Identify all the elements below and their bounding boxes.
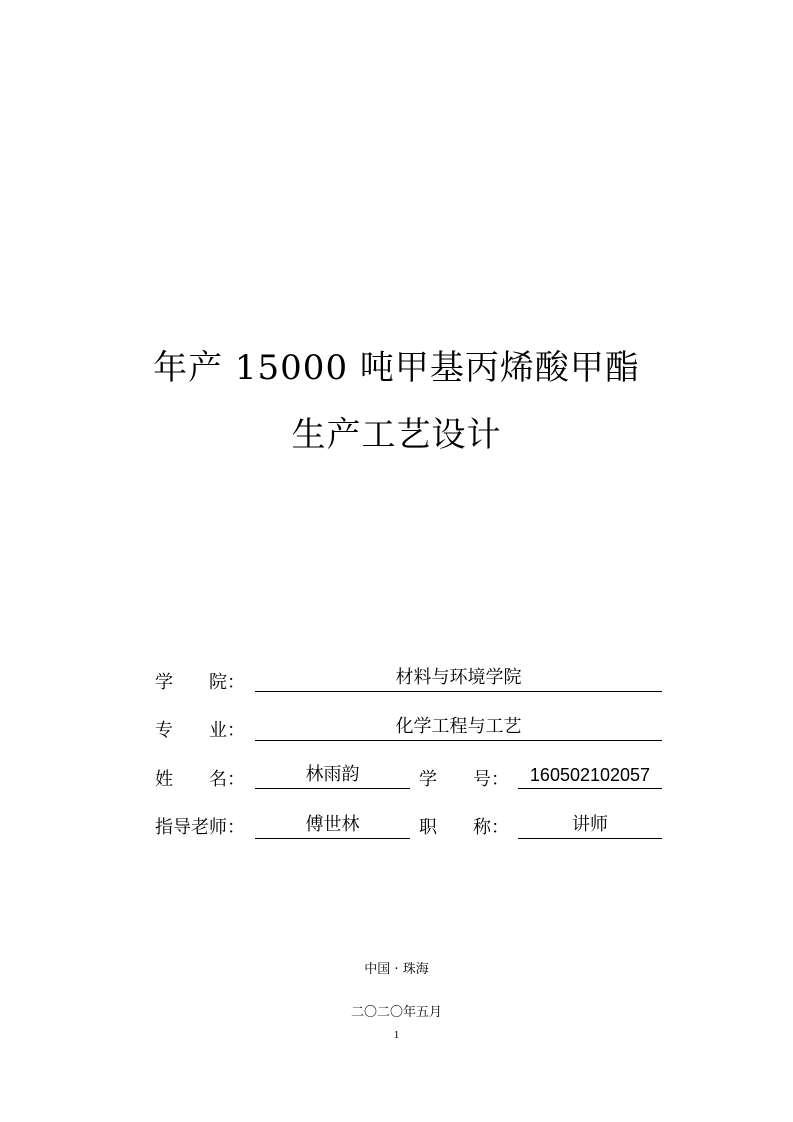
college-label: 学 院： bbox=[155, 672, 245, 693]
college-value: 材料与环境学院 bbox=[255, 666, 662, 692]
page-number: 1 bbox=[393, 1029, 400, 1041]
thesis-title-line-1: 年产 15000 吨甲基丙烯酸甲酯 bbox=[153, 348, 640, 388]
major-value: 化学工程与工艺 bbox=[255, 715, 662, 741]
date-text: 二〇二〇年五月 bbox=[350, 1005, 442, 1020]
major-label: 专 业： bbox=[155, 720, 245, 741]
location-text: 中国 · 珠海 bbox=[364, 962, 429, 977]
professional-title-value: 讲师 bbox=[518, 813, 662, 839]
advisor-label: 指导老师： bbox=[155, 817, 245, 838]
student-id-value: 160502102057 bbox=[518, 763, 662, 789]
student-id-label: 学 号： bbox=[419, 769, 509, 790]
advisor-value: 傅世林 bbox=[255, 813, 410, 839]
name-value: 林雨韵 bbox=[255, 763, 410, 789]
thesis-title-line-2: 生产工艺设计 bbox=[291, 415, 502, 455]
name-label: 姓 名： bbox=[155, 769, 245, 790]
professional-title-label: 职 称： bbox=[419, 817, 509, 838]
